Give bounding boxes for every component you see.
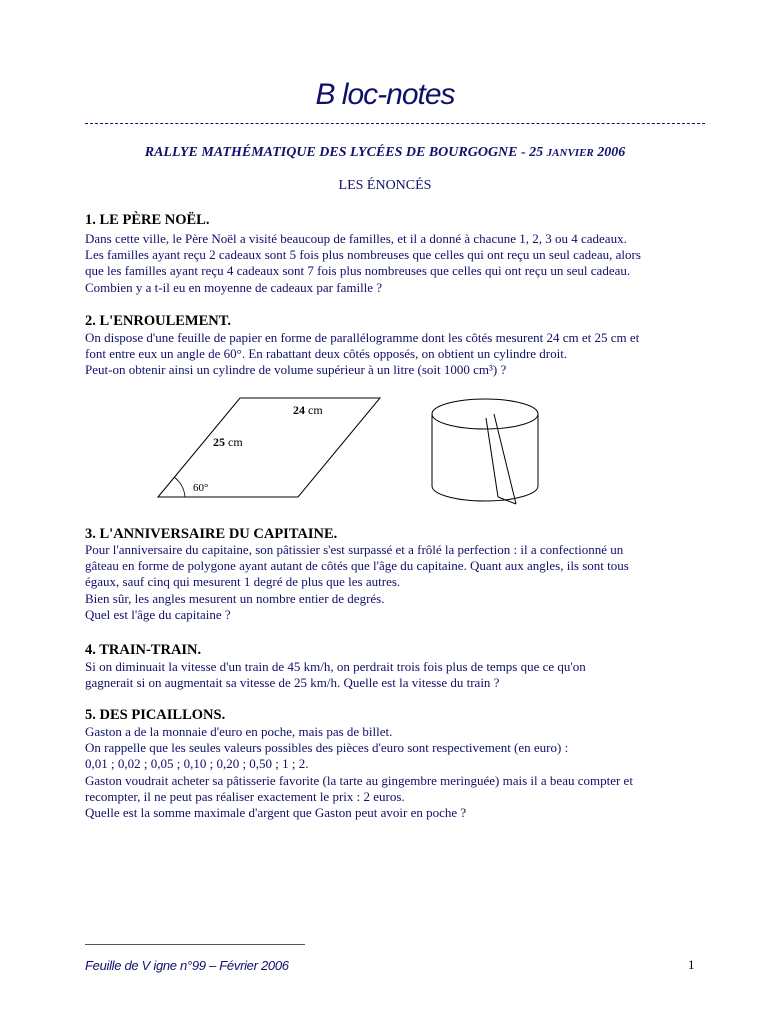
rallye-month: JANVIER [546, 147, 594, 159]
side-left-label [213, 435, 243, 449]
section-2-line: On dispose d'une feuille de papier en forme de parallélogramme dont les côtés mesurent 24 cm et 25 cm et [85, 330, 640, 345]
section-2-title: 2. L'ENROULEMENT. [85, 313, 231, 329]
section-5-line: Quelle est la somme maximale d'argent que Gaston peut avoir en poche ? [85, 805, 467, 821]
angle-label: 60° [193, 482, 209, 494]
side-top-label [293, 403, 323, 417]
section-4-line: gagnerait si on augmentait sa vitesse de 25 km/h. Quelle est la vitesse du train ? [85, 675, 500, 691]
section-5-line: Gaston voudrait acheter sa pâtisserie favorite (la tarte au gingembre meringuée) mais il a beau compter et [85, 772, 633, 788]
section-3-line: Pour l'anniversaire du capitaine, son pâtissier s'est surpassé et a frôlé la perfection : il a confectionné un [85, 542, 624, 557]
rallye-main: RALLYE MATHÉMATIQUE DES LYCÉES DE BOURGOGNE - 25 [144, 145, 547, 160]
section-5-line: Gaston a de la monnaie d'euro en poche, mais pas de billet. [85, 724, 393, 739]
side-top-value: 24 [293, 403, 305, 417]
seam-edge-a [486, 418, 498, 497]
section-5-title: 5. DES PICAILLONS. [85, 707, 226, 723]
section-3-line: gâteau en forme de polygone ayant autant de côtés que l'âge du capitaine. Quant aux angles, ils sont tous [85, 558, 629, 574]
section-5-text [85, 724, 707, 821]
section-1-line: que les familles ayant reçu 4 cadeaux sont 7 fois plus nombreuses que celles qui ont reçu un seul cadeau. [85, 263, 631, 279]
page-number: 1 [688, 957, 695, 972]
section-5-line: 0,01 ; 0,02 ; 0,05 ; 0,10 ; 0,20 ; 0,50 ; 1 ; 2. [85, 756, 309, 772]
section-3-title: 3. L'ANNIVERSAIRE DU CAPITAINE. [85, 526, 338, 542]
footer-publication: Feuille de V igne n°99 – Février 2006 [85, 958, 289, 973]
section-4-line: Si on diminuait la vitesse d'un train de 45 km/h, on perdrait trois fois plus de temps que ce qu'on [85, 659, 586, 674]
enonces-heading: LES ÉNONCÉS [338, 178, 432, 193]
side-left-unit: cm [225, 435, 243, 449]
bulletin-title: B loc-notes [315, 78, 455, 111]
section-5-line: On rappelle que les seules valeurs possibles des pièces d'euro sont respectivement (en euro) : [85, 740, 569, 756]
section-3-text [85, 542, 707, 623]
angle-arc [174, 477, 185, 497]
section-4-title: 4. TRAIN-TRAIN. [85, 642, 202, 658]
side-left-value: 25 [213, 435, 225, 449]
section-3-line: égaux, sauf cinq qui mesurent 1 degré de plus que les autres. [85, 574, 401, 590]
rallye-year: 2006 [593, 145, 626, 160]
section-3-line: Quel est l'âge du capitaine ? [85, 606, 231, 622]
section-2-line: font entre eux un angle de 60°. En rabattant deux côtés opposés, on obtient un cylindre droit. [85, 346, 568, 362]
section-1-line: Dans cette ville, le Père Noël a visité beaucoup de familles, et il a donné à chacune 1, 2, 3 ou 4 cadeaux. [85, 231, 627, 246]
parallelogram-shape [158, 398, 380, 497]
cylinder-bottom-arc [432, 486, 538, 501]
side-top-unit: cm [305, 403, 323, 417]
section-2-line: Peut-on obtenir ainsi un cylindre de volume supérieur à un litre (soit 1000 cm³) ? [85, 362, 507, 378]
section-1-line: Les familles ayant reçu 2 cadeaux sont 5 fois plus nombreuses que celles qui ont reçu un seul cadeau, alors [85, 247, 641, 263]
section-3-line: Bien sûr, les angles mesurent un nombre entier de degrés. [85, 590, 385, 606]
section-1-title: 1. LE PÈRE NOËL. [85, 212, 210, 228]
cylinder-drawing [432, 399, 538, 504]
section-4-text [85, 659, 707, 691]
section-1-line: Combien y a t-il eu en moyenne de cadeaux par famille ? [85, 279, 383, 295]
footer-divider [85, 944, 305, 945]
section-5-line: recompter, il ne peut pas réaliser exactement le prix : 2 euros. [85, 788, 405, 804]
cylinder-top-ellipse [432, 399, 538, 429]
